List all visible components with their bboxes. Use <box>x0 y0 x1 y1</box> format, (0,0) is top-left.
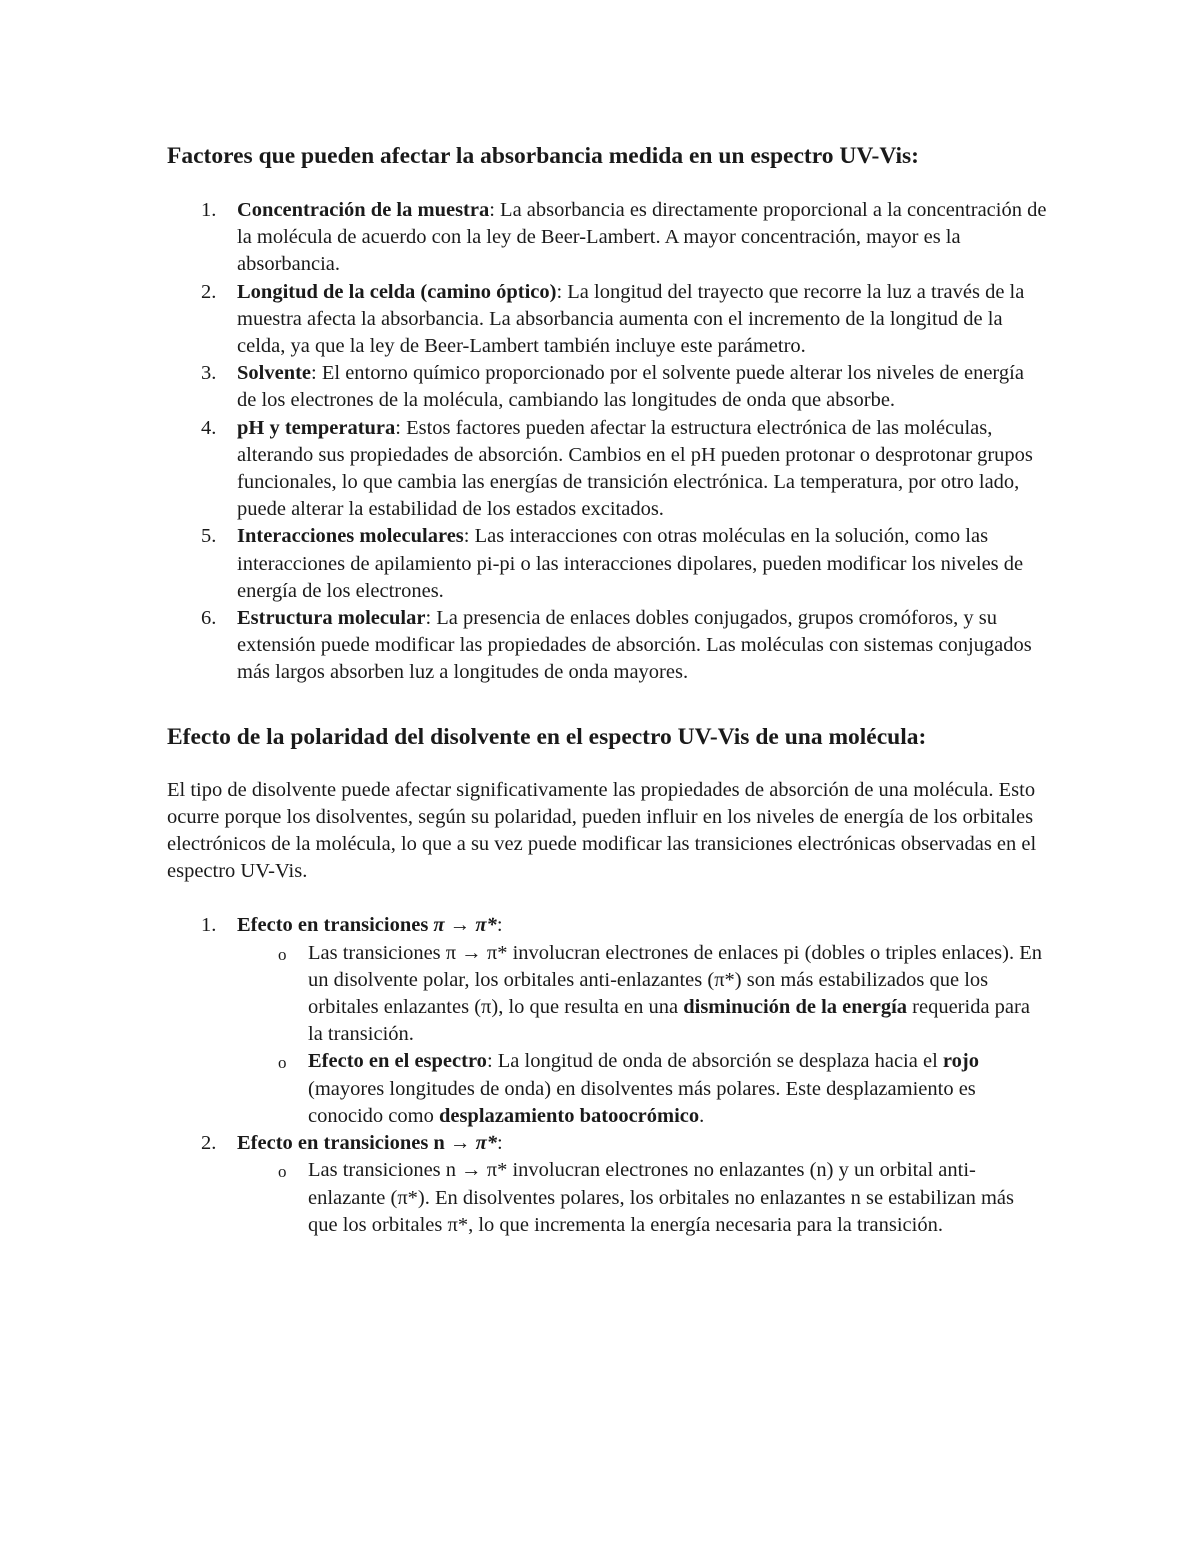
document-page <box>167 140 1047 1239</box>
item-title-prefix: Efecto en transiciones n <box>237 1132 450 1155</box>
list-item <box>167 197 1047 279</box>
item-term: Interacciones moleculares <box>237 525 464 548</box>
list-item <box>167 912 1047 1130</box>
sub-item-text: (mayores longitudes de onda) en disolventes más polares. Este desplazamiento es conocido como <box>308 1077 976 1127</box>
list-number: 2. <box>201 1132 217 1155</box>
sub-item-emphasis: disminución de la energía <box>683 996 908 1019</box>
bullet-icon: o <box>278 1162 287 1182</box>
item-term: Longitud de la celda (camino óptico) <box>237 280 557 303</box>
list-number: 4. <box>201 416 217 439</box>
item-title-prefix: Efecto en transiciones <box>237 914 434 937</box>
sub-list-item <box>237 940 1047 1049</box>
item-title-suffix: : <box>497 1132 503 1155</box>
list-number: 1. <box>201 199 217 221</box>
factors-list <box>167 197 1047 687</box>
item-title-suffix: : <box>496 914 503 937</box>
list-number: 3. <box>201 362 217 385</box>
bullet-icon: o <box>278 944 287 964</box>
list-item <box>167 523 1047 605</box>
item-term: Concentración de la muestra <box>237 199 490 221</box>
list-item <box>167 415 1047 524</box>
item-text: : La presencia de enlaces dobles conjugados, grupos cromóforos, y su extensión puede modificar las propiedades de absorción. Las moléculas con sistemas conjugados más largos absorben luz a longitudes de onda mayores. <box>237 607 1032 684</box>
item-title-math: π → π* <box>433 914 497 937</box>
item-title-math: → π* <box>449 1132 498 1155</box>
item-text: : La longitud del trayecto que recorre la luz a través de la muestra afecta la absorbancia. La absorbancia aumenta con el incremento de la longitud de la celda, ya que la ley de Beer-Lambert también incluye este parámetro. <box>237 280 1025 358</box>
list-number: 2. <box>201 280 217 303</box>
list-item <box>167 360 1047 414</box>
sub-item-text: : La longitud de onda de absorción se desplaza hacia el <box>486 1050 943 1073</box>
list-item <box>167 605 1047 687</box>
sub-list-item <box>237 1157 1047 1239</box>
list-item <box>167 279 1047 361</box>
item-term: pH y temperatura <box>237 416 396 439</box>
item-text: : La absorbancia es directamente proporcional a la concentración de la molécula de acuerdo con la ley de Beer-Lambert. A mayor concentración, mayor es la absorbancia. <box>237 199 1047 276</box>
sub-list <box>237 1157 1047 1239</box>
item-text: : Estos factores pueden afectar la estructura electrónica de las moléculas, alterando sus propiedades de absorción. Cambios en el pH pueden protonar o desprotonar grupos funcionales, lo que cambia las energías de transición electrónica. La temperatura, por otro lado, puede alterar la estabilidad de los estados excitados. <box>237 416 1033 521</box>
list-number: 6. <box>201 607 217 630</box>
item-term: Estructura molecular <box>237 607 426 630</box>
list-number: 1. <box>201 914 217 937</box>
list-item <box>167 1130 1047 1239</box>
solvent-effects-list <box>167 912 1047 1238</box>
sub-item-text: requerida para la transición. <box>308 996 1030 1046</box>
sub-item-text: . <box>699 1104 705 1127</box>
bullet-icon: o <box>278 1053 287 1073</box>
intro-paragraph: El tipo de disolvente puede afectar significativamente las propiedades de absorción de una molécula. Esto ocurre porque los disolventes, según su polaridad, pueden influir en los niveles de energía de los orbitales electrónicos de la molécula, lo que a su vez puede modificar las transiciones electrónicas observadas en el espectro UV-Vis. <box>167 778 1037 883</box>
sub-list-item <box>237 1048 1047 1130</box>
item-term: Solvente <box>237 362 312 385</box>
sub-item-emphasis: desplazamiento batoocrómico <box>438 1104 700 1127</box>
list-number: 5. <box>201 525 217 548</box>
sub-item-emphasis: Efecto en el espectro <box>308 1050 487 1073</box>
item-text: : Las interacciones con otras moléculas en la solución, como las interacciones de apilamiento pi-pi o las interacciones dipolares, pueden modificar los niveles de energía de los electrones. <box>237 525 1024 602</box>
sub-item-text: Las transiciones n → π* involucran electrones no enlazantes (n) y un orbital anti-enlazante (π*). En disolventes polares, los orbitales no enlazantes n se estabilizan más que los orbitales π*, lo que incrementa la energía necesaria para la transición. <box>308 1159 1014 1236</box>
sub-list <box>237 940 1047 1130</box>
sub-item-text: Las transiciones π → π* involucran electrones de enlaces pi (dobles o triples enlaces). En un disolvente polar, los orbitales anti-enlazantes (π*) son más estabilizados que los orbitales enlazantes (π), lo que resulta en una <box>308 941 1042 1019</box>
sub-item-emphasis: rojo <box>942 1050 979 1073</box>
section-heading-factors: Factores que pueden afectar la absorbancia medida en un espectro UV-Vis: <box>167 143 919 169</box>
item-text: : El entorno químico proporcionado por el solvente puede alterar los niveles de energía de los electrones de la molécula, cambiando las longitudes de onda que absorbe. <box>237 362 1024 412</box>
section-heading-solvent-polarity: Efecto de la polaridad del disolvente en el espectro UV-Vis de una molécula: <box>167 723 927 750</box>
